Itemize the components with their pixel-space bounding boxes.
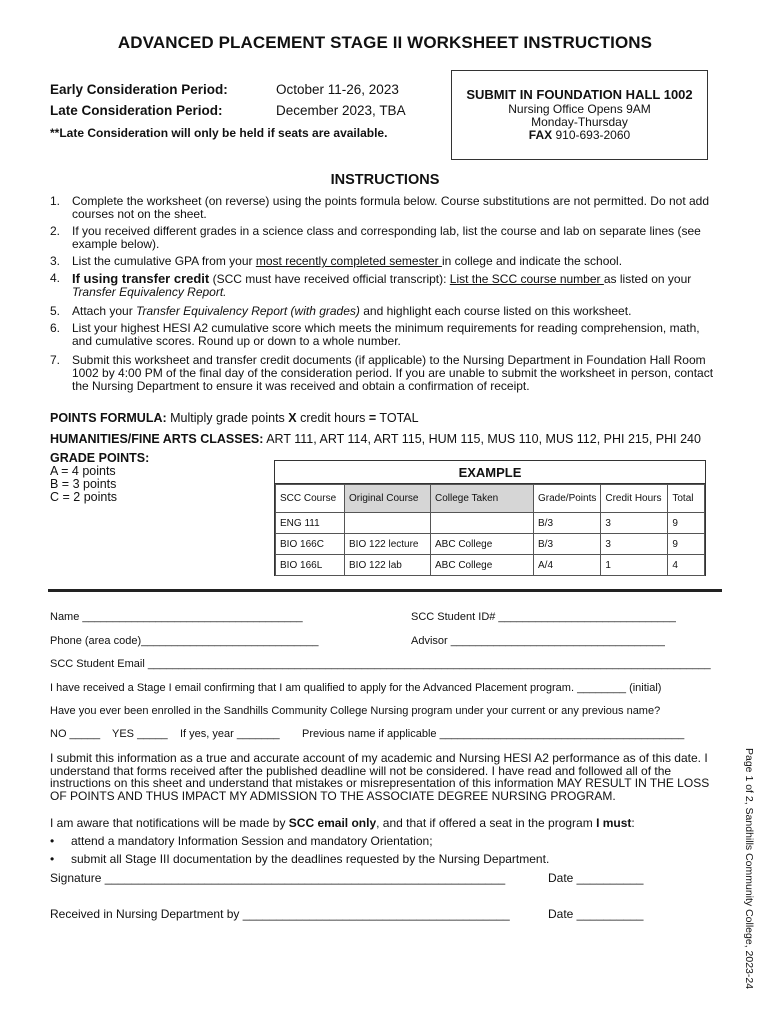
points-formula — [50, 411, 419, 425]
humanities-label: HUMANITIES/FINE ARTS CLASSES: — [50, 432, 264, 446]
instruction-item — [50, 354, 720, 393]
table-cell: A/4 — [534, 555, 601, 576]
early-period-value: October 11-26, 2023 — [276, 82, 399, 97]
table-cell: ABC College — [431, 534, 534, 555]
declaration-text: I submit this information as a true and accurate account of my academic and Nursing HESI A2 performance as of this date. I understand that forms received after the published deadline will not be considered. I have read and followed all of the instructions on this sheet and understand that mistakes or misrepresentation of this information MAY RESULT IN THE LOSS OF POINTS AND THUS IMPACT MY ADMISSION TO THE ASSOCIATE DEGREE NURSING PROGRAM. — [50, 751, 710, 803]
grade-points-label: GRADE POINTS: — [50, 451, 150, 465]
item-text: as listed on your — [603, 272, 692, 286]
table-header: College Taken — [431, 485, 534, 513]
table-header-row — [276, 485, 705, 513]
table-cell: 4 — [668, 555, 705, 576]
page-footer-text: Page 1 of 2, Sandhills Community College, 2023-24 — [743, 748, 755, 990]
humanities-classes — [50, 432, 701, 446]
aware-text: I am aware that notifications will be made by — [50, 816, 289, 830]
instruction-item — [50, 195, 720, 221]
item-text: Attach your — [72, 304, 137, 318]
table-cell: BIO 122 lecture — [345, 534, 431, 555]
student-id-field[interactable]: SCC Student ID# _____________________________ — [411, 611, 676, 623]
item-text: If you received different grades in a science class and corresponding lab, list the course and lab on separate lines (see example below). — [72, 224, 701, 251]
item-number: 3. — [50, 254, 61, 268]
points-formula-x: X — [288, 411, 297, 425]
aware-text: , and that if offered a seat in the program — [376, 816, 597, 830]
table-cell: ENG 111 — [276, 513, 345, 534]
enrolled-question: Have you ever been enrolled in the Sandhills Community College Nursing program under your current or any previous name? — [50, 705, 661, 717]
office-days: Monday-Thursday — [531, 115, 628, 129]
humanities-list: ART 111, ART 114, ART 115, HUM 115, MUS 110, MUS 112, PHI 215, PHI 240 — [263, 432, 701, 446]
phone-field[interactable]: Phone (area code)_____________________________ — [50, 635, 319, 647]
late-period-note: **Late Consideration will only be held if seats are available. — [50, 126, 388, 140]
advisor-field[interactable]: Advisor ___________________________________ — [411, 635, 665, 647]
item-number: 4. — [50, 271, 61, 285]
email-field[interactable]: SCC Student Email ____________________________________________________________________________________________ — [50, 658, 711, 670]
item-underlined: most recently completed semester — [255, 254, 442, 268]
example-heading: EXAMPLE — [275, 461, 705, 484]
table-cell: B/3 — [534, 534, 601, 555]
bullet-text: attend a mandatory Information Session and mandatory Orientation; — [71, 834, 433, 848]
table-cell: 3 — [601, 513, 668, 534]
table-row — [276, 534, 705, 555]
table-cell — [431, 513, 534, 534]
instruction-item — [50, 322, 720, 348]
fax-number: 910-693-2060 — [555, 128, 631, 142]
grade-points — [50, 452, 149, 504]
table-cell: B/3 — [534, 513, 601, 534]
fax-label: FAX — [528, 128, 553, 142]
table-header: Total — [668, 485, 705, 513]
grade-point-item: B = 3 points — [50, 477, 117, 491]
item-text: in college and indicate the school. — [441, 254, 623, 268]
item-number: 7. — [50, 353, 61, 367]
list-item — [50, 850, 722, 868]
item-text: and highlight each course listed on this worksheet. — [359, 304, 632, 318]
example-table-box — [274, 460, 706, 576]
instruction-item — [50, 272, 720, 299]
item-number: 6. — [50, 321, 61, 335]
table-cell — [345, 513, 431, 534]
instruction-item — [50, 225, 720, 251]
table-header: Original Course — [345, 485, 431, 513]
table-header: Grade/Points — [534, 485, 601, 513]
item-text: (SCC must have received official transcript): — [209, 272, 450, 286]
aware-bold: I must — [596, 816, 632, 830]
signature-date-field[interactable]: Date __________ — [548, 871, 644, 885]
fax-line — [452, 129, 707, 142]
awareness-text — [50, 814, 722, 832]
awareness-statement — [50, 814, 722, 868]
table-cell: 9 — [668, 513, 705, 534]
submit-heading: SUBMIT IN FOUNDATION HALL 1002 — [466, 87, 693, 102]
early-period-label: Early Consideration Period: — [50, 82, 228, 97]
office-hours: Nursing Office Opens 9AM — [508, 102, 651, 116]
list-item — [50, 832, 722, 850]
table-cell: 9 — [668, 534, 705, 555]
table-cell: BIO 166L — [276, 555, 345, 576]
grade-point-item: C = 2 points — [50, 490, 118, 504]
late-period-value: December 2023, TBA — [276, 103, 406, 118]
item-underlined: List the SCC course number — [449, 272, 604, 286]
received-date-field[interactable]: Date __________ — [548, 907, 644, 921]
item-bold: If using transfer credit — [72, 271, 210, 286]
table-cell: BIO 122 lab — [345, 555, 431, 576]
table-header: Credit Hours — [601, 485, 668, 513]
signature-field[interactable]: Signature ____________________________________________________________ — [50, 871, 506, 885]
instructions-heading: INSTRUCTIONS — [330, 172, 440, 188]
item-number: 1. — [50, 194, 61, 208]
item-text: Submit this worksheet and transfer credit documents (if applicable) to the Nursing Department in Foundation Hall Room 1002 by 4:00 PM of the final day of the consideration period. If you are unable to submit the worksheet in person, contact the Nursing Department to ensure it was received and obtain a confirmation of receipt. — [72, 353, 714, 393]
late-period-label: Late Consideration Period: — [50, 103, 223, 118]
item-number: 5. — [50, 304, 61, 318]
name-field[interactable]: Name ____________________________________ — [50, 611, 303, 623]
aware-bold: SCC email only — [288, 816, 377, 830]
instruction-item — [50, 255, 720, 268]
awareness-list — [50, 832, 722, 868]
no-field[interactable]: NO _____ — [50, 728, 101, 740]
item-italic: Transfer Equivalency Report (with grades) — [136, 304, 360, 318]
item-text: Complete the worksheet (on reverse) using the points formula below. Course substitutions are not permitted. Do not add courses not on the sheet. — [72, 194, 710, 221]
table-cell: 1 — [601, 555, 668, 576]
previous-name-field[interactable]: Previous name if applicable ________________________________________ — [302, 728, 685, 740]
yes-field[interactable]: YES _____ — [112, 728, 168, 740]
table-cell: ABC College — [431, 555, 534, 576]
received-field[interactable]: Received in Nursing Department by ________________________________________ — [50, 907, 510, 921]
points-formula-text: Multiply grade points — [166, 411, 289, 425]
table-cell: BIO 166C — [276, 534, 345, 555]
item-number: 2. — [50, 224, 61, 238]
example-table — [275, 484, 705, 576]
bullet-text: submit all Stage III documentation by the deadlines requested by the Nursing Department. — [71, 852, 550, 866]
points-formula-label: POINTS FORMULA: — [50, 411, 167, 425]
bullet-icon: • — [50, 834, 55, 848]
table-row — [276, 513, 705, 534]
stage1-initial-field[interactable]: I have received a Stage I email confirming that I am qualified to apply for the Advanced Placement program. ________ (initial) — [50, 682, 662, 694]
item-italic: Transfer Equivalency Report. — [72, 285, 227, 299]
item-text: List your highest HESI A2 cumulative score which meets the minimum requirements for reading comprehension, math, and cumulative scores. Round up or down to a whole number. — [72, 321, 700, 348]
item-text: List the cumulative GPA from your — [72, 254, 256, 268]
table-row — [276, 555, 705, 576]
points-formula-text: TOTAL — [376, 411, 419, 425]
instructions-list — [50, 195, 720, 397]
year-field[interactable]: If yes, year _______ — [180, 728, 280, 740]
grade-point-item: A = 4 points — [50, 464, 116, 478]
points-formula-eq: = — [368, 411, 377, 425]
document-title: ADVANCED PLACEMENT STAGE II WORKSHEET INSTRUCTIONS — [117, 33, 653, 52]
instruction-item — [50, 305, 720, 318]
submit-info-box — [451, 70, 708, 160]
table-cell: 3 — [601, 534, 668, 555]
points-formula-text: credit hours — [296, 411, 369, 425]
aware-text: : — [631, 816, 635, 830]
table-header: SCC Course — [276, 485, 345, 513]
bullet-icon: • — [50, 852, 55, 866]
section-divider — [48, 589, 722, 592]
page-footer — [742, 748, 756, 990]
